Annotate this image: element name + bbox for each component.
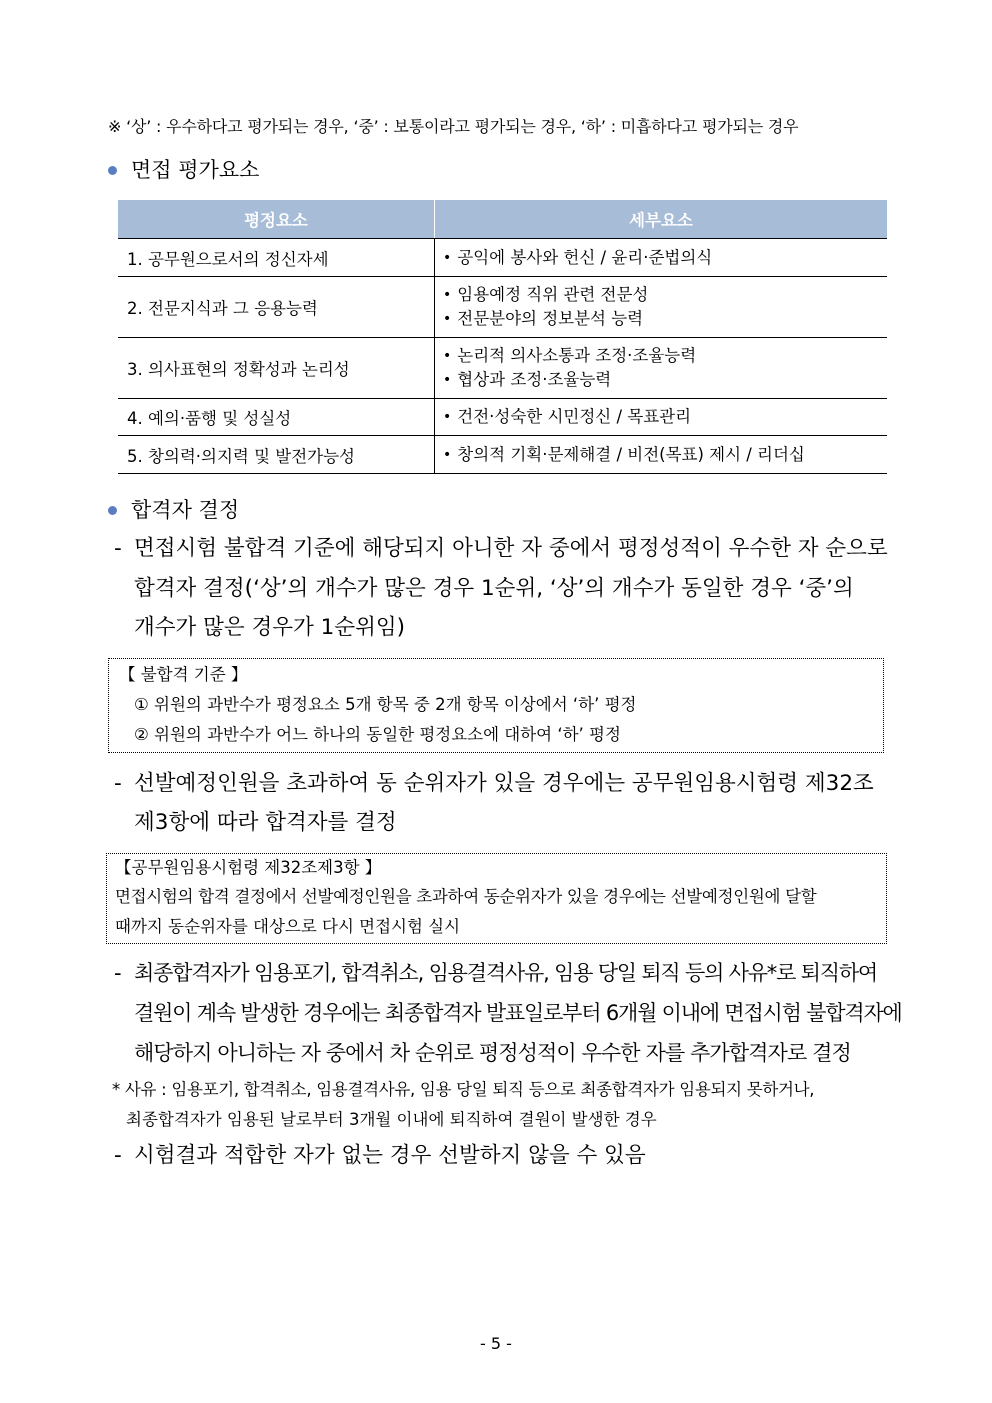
box-title: 【 불합격 기준 】 (119, 665, 248, 684)
footnote-line: 최종합격자가 임용된 날로부터 3개월 이내에 퇴직하여 결원이 발생한 경우 (126, 1110, 657, 1129)
table-cell-element: 3. 의사표현의 정확성과 논리성 (118, 338, 435, 399)
detail-item: 논리적 의사소통과 조정·조율능력 (457, 346, 697, 365)
section-title: 합격자 결정 (131, 498, 240, 522)
bullet-dot-icon (108, 166, 117, 175)
footnote-line: * 사유 : 임용포기, 합격취소, 임용결격사유, 임용 당일 퇴직 등으로 최종합격자가 임용되지 못하거나, (112, 1080, 815, 1099)
section-title: 면접 평가요소 (131, 158, 260, 182)
section-heading-interview (108, 154, 259, 184)
table-cell-details: • 임용예정 직위 관련 전문성 • 전문분야의 정보분석 능력 (435, 277, 888, 338)
table-cell-element: 1. 공무원으로서의 정신자세 (118, 239, 435, 277)
table-cell-details: • 공익에 봉사와 헌신 / 윤리·준법의식 (435, 239, 888, 277)
table-cell-element: 5. 창의력·의지력 및 발전가능성 (118, 436, 435, 474)
table-row (118, 436, 887, 474)
table-cell-element: 4. 예의·품행 및 성실성 (118, 399, 435, 436)
column-header: 평정요소 (118, 200, 435, 239)
box-title: 【공무원임용시험령 제32조제3항 】 (115, 858, 382, 877)
table-row (118, 399, 887, 436)
table-row (118, 239, 887, 277)
detail-item: 창의적 기획·문제해결 / 비전(목표) 제시 / 리더십 (457, 444, 805, 464)
paragraph-line: - 최종합격자가 임용포기, 합격취소, 임용결격사유, 임용 당일 퇴직 등의 사유*로 퇴직하여 (114, 961, 878, 985)
box-item: ② 위원의 과반수가 어느 하나의 동일한 평정요소에 대하여 ‘하’ 평정 (134, 725, 621, 744)
paragraph-line: 합격자 결정(‘상’의 개수가 많은 경우 1순위, ‘상’의 개수가 동일한 경우 ‘중’의 (134, 576, 854, 601)
table-row (118, 277, 887, 338)
table-cell-details: • 창의적 기획·문제해결 / 비전(목표) 제시 / 리더십 (435, 436, 888, 474)
bullet-dot-icon (108, 506, 117, 515)
paragraph-line: 결원이 계속 발생한 경우에는 최종합격자 발표일로부터 6개월 이내에 면접시험 불합격자에 (134, 1001, 902, 1025)
table-header-row (118, 200, 887, 239)
paragraph-line: - 시험결과 적합한 자가 없는 경우 선발하지 않을 수 있음 (114, 1143, 646, 1168)
paragraph-line: 개수가 많은 경우가 1순위임) (134, 615, 406, 640)
paragraph-line: - 선발예정인원을 초과하여 동 순위자가 있을 경우에는 공무원임용시험령 제32조 (114, 771, 874, 796)
table-cell-details: • 논리적 의사소통과 조정·조율능력 • 협상과 조정·조율능력 (435, 338, 888, 399)
box-item: ① 위원의 과반수가 평정요소 5개 항목 중 2개 항목 이상에서 ‘하’ 평정 (134, 695, 637, 714)
page-number: - 5 - (480, 1334, 512, 1353)
table-cell-details: • 건전·성숙한 시민정신 / 목표관리 (435, 399, 888, 436)
detail-item: 임용예정 직위 관련 전문성 (457, 285, 649, 304)
table-row (118, 338, 887, 399)
paragraph-line: 해당하지 아니하는 자 중에서 차 순위로 평정성적이 우수한 자를 추가합격자로 결정 (134, 1041, 851, 1065)
paragraph-line: 제3항에 따라 합격자를 결정 (134, 810, 397, 835)
column-header: 세부요소 (435, 200, 888, 239)
evaluation-table (118, 200, 887, 474)
detail-item: 전문분야의 정보분석 능력 (457, 309, 644, 328)
box-line: 때까지 동순위자를 대상으로 다시 면접시험 실시 (115, 917, 461, 936)
regulation-box (106, 853, 887, 944)
fail-criteria-box (108, 658, 884, 753)
detail-item: 협상과 조정·조율능력 (457, 370, 612, 389)
paragraph-line: - 면접시험 불합격 기준에 해당되지 아니한 자 중에서 평정성적이 우수한 자 순으로 (114, 536, 888, 561)
section-heading-pass-decision (108, 494, 239, 524)
detail-item: 공익에 봉사와 헌신 / 윤리·준법의식 (457, 247, 713, 267)
detail-item: 건전·성숙한 시민정신 / 목표관리 (457, 407, 692, 426)
rating-note: ※ ‘상’ : 우수하다고 평가되는 경우, ‘중’ : 보통이라고 평가되는 경우, ‘하’ : 미흡하다고 평가되는 경우 (108, 117, 799, 136)
table-cell-element: 2. 전문지식과 그 응용능력 (118, 277, 435, 338)
box-line: 면접시험의 합격 결정에서 선발예정인원을 초과하여 동순위자가 있을 경우에는 선발예정인원에 달할 (115, 887, 817, 906)
